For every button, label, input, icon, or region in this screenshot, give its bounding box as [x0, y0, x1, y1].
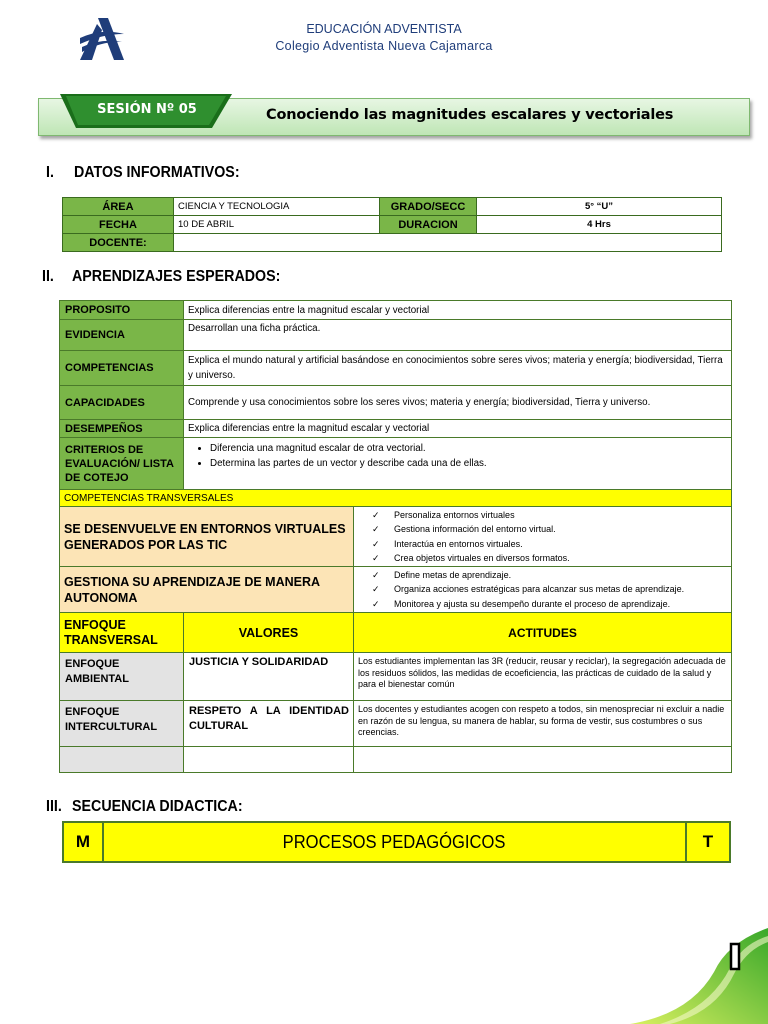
check-icon: ✓ [372, 584, 380, 595]
duracion-label: DURACION [380, 216, 477, 234]
grado-label: GRADO/SECC [380, 198, 477, 216]
tic-item: ✓ Crea objetos virtuales en diversos formatos. [372, 551, 727, 566]
area-value: CIENCIA Y TECNOLOGIA [174, 198, 380, 216]
check-icon: ✓ [372, 569, 380, 580]
actitudes-header: ACTITUDES [354, 613, 732, 653]
header-org: EDUCACIÓN ADVENTISTA [306, 22, 462, 36]
tic-list [354, 507, 732, 567]
ambiental-actitud: Los estudiantes implementan las 3R (reducir, reusar y reciclar), la segregación adecuada de los residuos sólidos, las medidas de ecoeficiencia, las prácticas de cuidado de la salud y para el bienestar común [354, 653, 732, 701]
competencias-transversales-heading: COMPETENCIAS TRANSVERSALES [60, 490, 732, 507]
evidencia-label: EVIDENCIA [60, 320, 184, 351]
intercultural-actitud: Los docentes y estudiantes acogen con respeto a todos, sin menospreciar ni excluir a nadie en razón de su lengua, su manera de hablar, su forma de vestir, sus costumbres o sus creencias. [354, 701, 732, 747]
autonoma-list [354, 567, 732, 613]
criterios-label: CRITERIOS DE EVALUACIÓN/ LISTA DE COTEJO [60, 438, 184, 490]
check-icon: ✓ [372, 524, 380, 534]
proposito-value: Explica diferencias entre la magnitud escalar y vectorial [184, 301, 732, 320]
tic-item: ✓ Interactúa en entornos virtuales. [372, 537, 727, 552]
tic-item: ✓ Gestiona información del entorno virtual. [372, 522, 727, 537]
check-icon: ✓ [372, 509, 380, 520]
empty-cell [184, 747, 354, 773]
tic-item: ✓ Personaliza entornos virtuales [372, 508, 727, 523]
criterios-list [184, 438, 732, 490]
tic-competence: SE DESENVUELVE EN ENTORNOS VIRTUALES GENERADOS POR LAS TIC [60, 507, 354, 567]
evidencia-value: Desarrollan una ficha práctica. [184, 320, 732, 351]
secuencia-table [62, 821, 731, 863]
section-1-number: I. [46, 164, 54, 181]
valores-header: VALORES [184, 613, 354, 653]
duracion-value: 4 Hrs [477, 216, 722, 234]
section-3-number: III. [46, 798, 62, 815]
fecha-value: 10 DE ABRIL [174, 216, 380, 234]
docente-label: DOCENTE: [63, 234, 174, 252]
session-title: Conociendo las magnitudes escalares y vectoriales [266, 107, 674, 123]
enfoque-ambiental: ENFOQUE AMBIENTAL [60, 653, 184, 701]
check-icon: ✓ [372, 553, 380, 563]
docente-value [174, 234, 722, 252]
section-3-heading: SECUENCIA DIDACTICA: [72, 798, 243, 815]
decorative-swoosh [630, 928, 768, 1024]
fecha-label: FECHA [63, 216, 174, 234]
criterio-item: • Diferencia una magnitud escalar de otra vectorial. [210, 441, 727, 456]
grado-value: 5° “U” [477, 198, 722, 216]
enfoque-intercultural: ENFOQUE INTERCULTURAL [60, 701, 184, 747]
capacidades-label: CAPACIDADES [60, 386, 184, 420]
competencias-value: Explica el mundo natural y artificial basándose en conocimientos sobre seres vivos; materia y energía; biodiversidad, Tierra y universo. [184, 351, 732, 386]
empty-cell [60, 747, 184, 773]
check-icon: ✓ [372, 538, 380, 549]
datos-table [62, 197, 722, 252]
intercultural-valor: RESPETO A LA IDENTIDAD CULTURAL [184, 701, 354, 747]
col-procesos: PROCESOS PEDAGÓGICOS [103, 822, 686, 862]
criterio-item: • Determina las partes de un vector y describe cada una de ellas. [210, 456, 727, 471]
capacidades-value: Comprende y usa conocimientos sobre los seres vivos; materia y energía; biodiversidad, Tierra y universo. [184, 386, 732, 420]
col-t: T [686, 822, 730, 862]
competencias-label: COMPETENCIAS [60, 351, 184, 386]
section-2-heading: APRENDIZAJES ESPERADOS: [72, 268, 281, 285]
session-number: SESIÓN Nº 05 [97, 102, 197, 117]
section-2-number: II. [42, 268, 54, 285]
autonoma-item: ✓ Define metas de aprendizaje. [372, 568, 727, 583]
desempenos-label: DESEMPEÑOS [60, 420, 184, 438]
aprendizajes-table [59, 300, 732, 773]
enfoque-header: ENFOQUE TRANSVERSAL [60, 613, 184, 653]
col-m: M [63, 822, 103, 862]
area-label: ÁREA [63, 198, 174, 216]
desempenos-value: Explica diferencias entre la magnitud escalar y vectorial [184, 420, 732, 438]
check-icon: ✓ [372, 598, 380, 609]
empty-cell [354, 747, 732, 773]
autonoma-competence: GESTIONA SU APRENDIZAJE DE MANERA AUTONOMA [60, 567, 354, 613]
header-school: Colegio Adventista Nueva Cajamarca [275, 39, 493, 53]
proposito-label: PROPOSITO [60, 301, 184, 320]
section-1-heading: DATOS INFORMATIVOS: [74, 164, 240, 181]
ambiental-valor: JUSTICIA Y SOLIDARIDAD [184, 653, 354, 701]
autonoma-item: ✓ Organiza acciones estratégicas para alcanzar sus metas de aprendizaje. [372, 582, 727, 597]
autonoma-item: ✓ Monitorea y ajusta su desempeño durante el proceso de aprendizaje. [372, 597, 727, 612]
